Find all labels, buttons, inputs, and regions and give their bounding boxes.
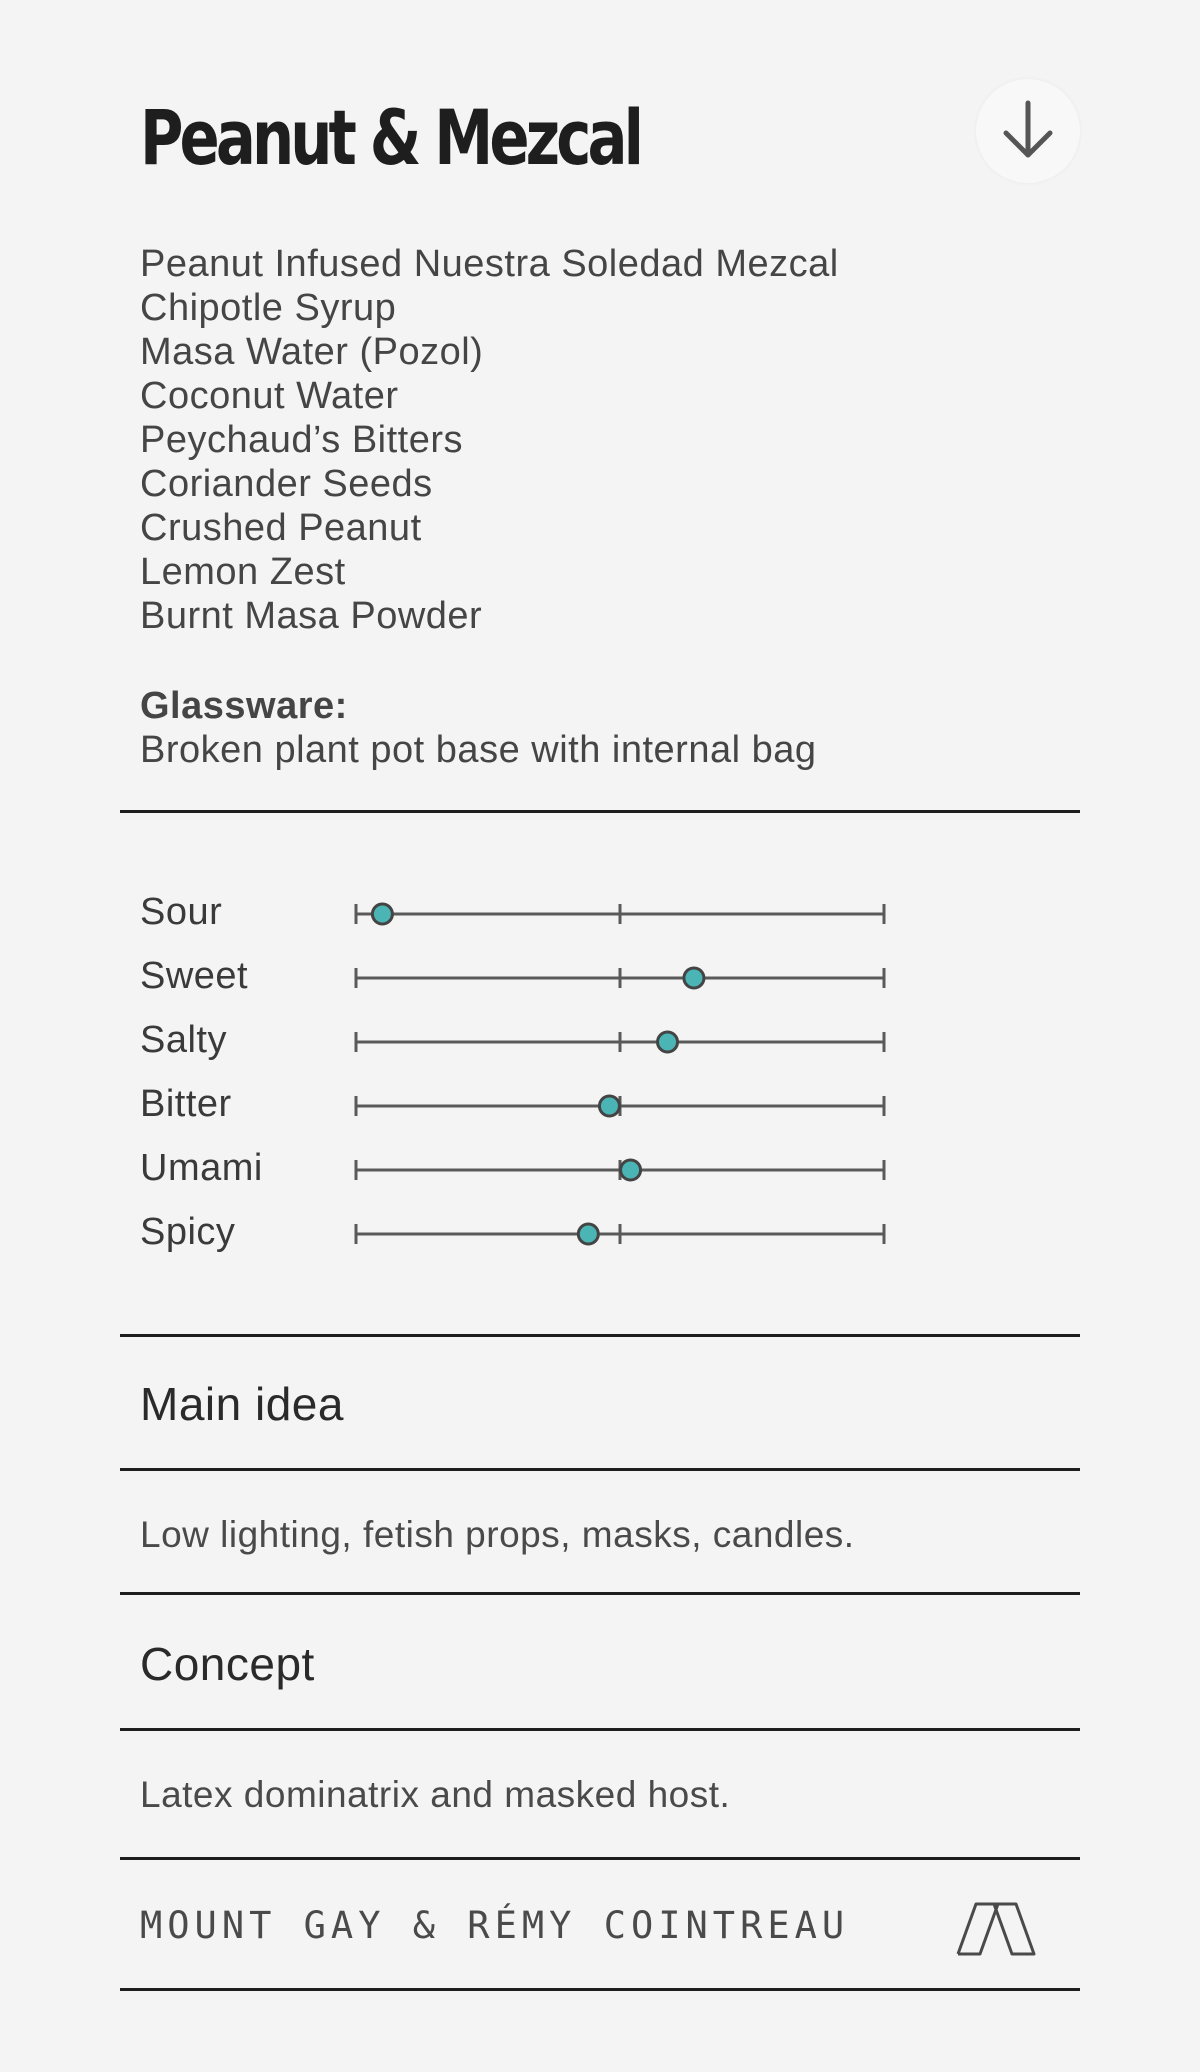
- ingredient-item: Masa Water (Pozol): [140, 331, 484, 373]
- ingredient-item: Crushed Peanut: [140, 507, 422, 549]
- flavor-marker-sweet: [684, 968, 704, 988]
- brand-name: MOUNT GAY & RÉMY COINTREAU: [140, 1904, 850, 1947]
- main-idea-heading: Main idea: [140, 1378, 344, 1430]
- ingredient-item: Coconut Water: [140, 375, 399, 417]
- ingredient-item: Chipotle Syrup: [140, 287, 397, 329]
- ingredient-item: Coriander Seeds: [140, 463, 433, 505]
- flavor-label-sweet: Sweet: [140, 955, 249, 997]
- flavor-label-bitter: Bitter: [140, 1083, 232, 1125]
- flavor-label-umami: Umami: [140, 1147, 263, 1189]
- ingredient-item: Peychaud’s Bitters: [140, 419, 464, 461]
- flavor-label-spicy: Spicy: [140, 1211, 236, 1253]
- flavor-marker-umami: [621, 1160, 641, 1180]
- divider: [120, 1334, 1080, 1337]
- divider: [120, 1592, 1080, 1595]
- recipe-title: Peanut & Mezcal: [140, 93, 641, 182]
- ingredient-item: Lemon Zest: [140, 551, 346, 593]
- divider: [120, 1988, 1080, 1991]
- glassware-label: Glassware:: [140, 685, 348, 727]
- flavor-profile-scale: [0, 880, 1200, 1280]
- flavor-marker-sour: [372, 904, 392, 924]
- concept-text: Latex dominatrix and masked host.: [140, 1774, 731, 1815]
- download-button[interactable]: [976, 79, 1080, 183]
- divider: [120, 1728, 1080, 1731]
- divider: [120, 1857, 1080, 1860]
- flavor-marker-bitter: [599, 1096, 619, 1116]
- flavor-marker-spicy: [578, 1224, 598, 1244]
- ingredients-list: [140, 242, 839, 638]
- divider: [120, 1468, 1080, 1471]
- ingredient-item: Peanut Infused Nuestra Soledad Mezcal: [140, 243, 839, 285]
- main-idea-text: Low lighting, fetish props, masks, candles.: [140, 1514, 855, 1555]
- flavor-label-salty: Salty: [140, 1019, 227, 1061]
- concept-heading: Concept: [140, 1638, 315, 1690]
- flavor-label-sour: Sour: [140, 891, 223, 933]
- brand-logo-icon: [954, 1898, 1038, 1958]
- divider: [120, 810, 1080, 813]
- ingredient-item: Burnt Masa Powder: [140, 595, 483, 637]
- arrow-down-icon: [976, 79, 1080, 183]
- flavor-marker-salty: [658, 1032, 678, 1052]
- glassware-value: Broken plant pot base with internal bag: [140, 729, 817, 771]
